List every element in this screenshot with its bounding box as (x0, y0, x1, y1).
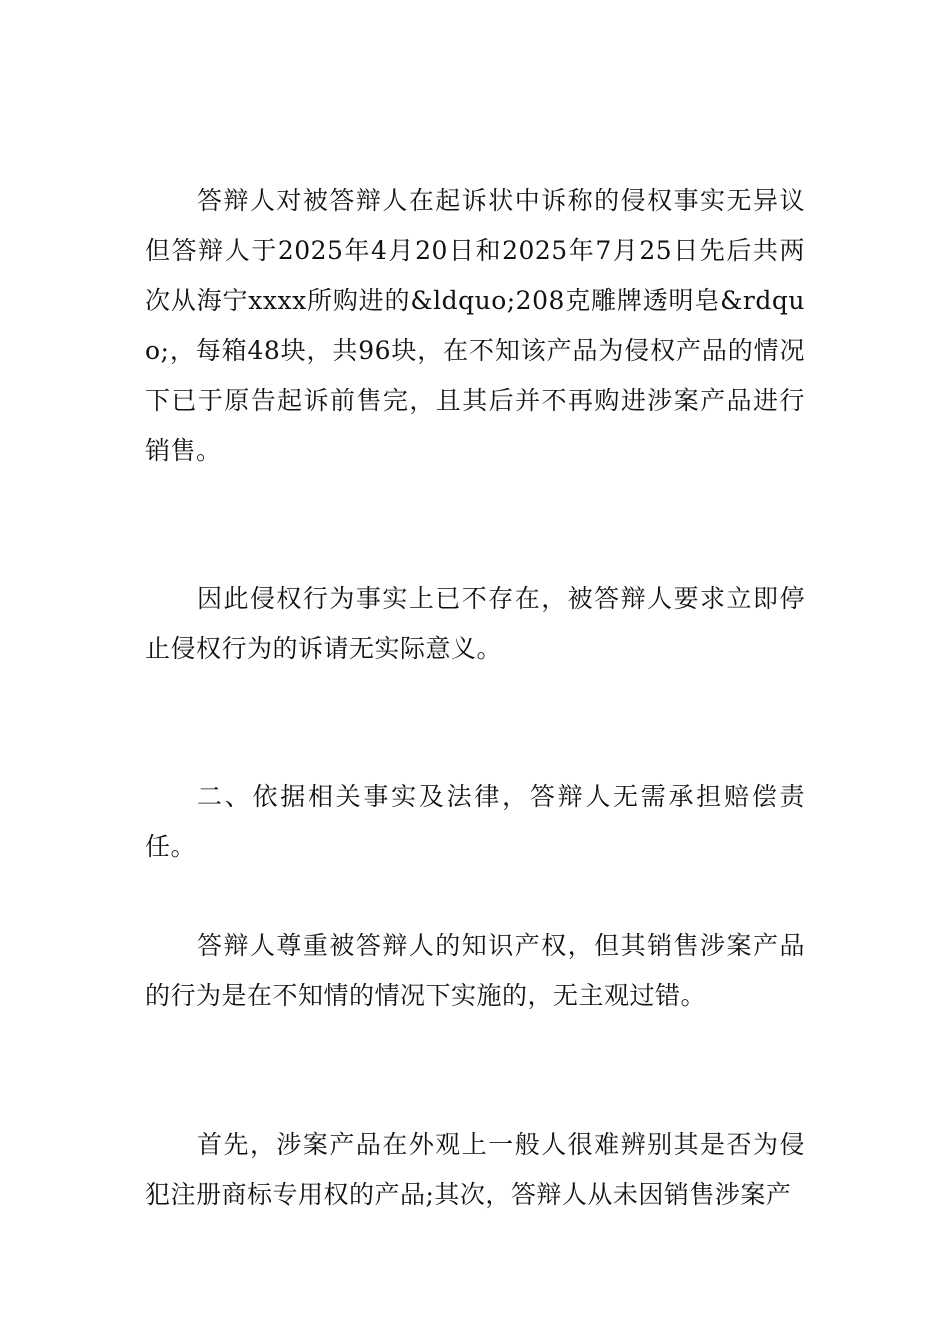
paragraph-no-meaning: 因此侵权行为事实上已不存在，被答辩人要求立即停止侵权行为的诉请无实际意义。 (145, 584, 805, 663)
paragraph-no-fault: 答辩人尊重被答辩人的知识产权，但其销售涉案产品的行为是在不知情的情况下实施的，无主观过错。 (145, 931, 805, 1010)
paragraph-first-reason: 首先，涉案产品在外观上一般人很难辨别其是否为侵犯注册商标专用权的产品;其次，答辩人从未因销售涉案产 (145, 1130, 805, 1209)
section-heading-two: 二、依据相关事实及法律，答辩人无需承担赔偿责任。 (145, 782, 805, 861)
paragraph-facts: 答辩人对被答辩人在起诉状中诉称的侵权事实无异议但答辩人于2025年4月20日和2025年7月25日先后共两次从海宁xxxx所购进的&ldquo;208克雕牌透明皂&rdquo;，每箱48块，共96块，在不知该产品为侵权产品的情况下已于原告起诉前售完，且其后并不再购进涉案产品进行销售。 (145, 186, 805, 465)
